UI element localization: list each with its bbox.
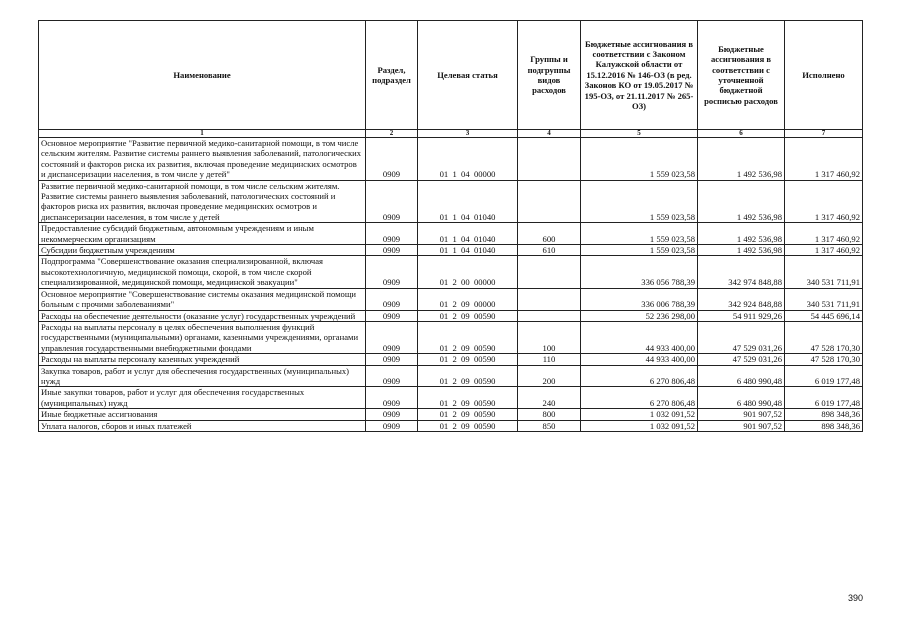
row-refined-amount: 47 529 031,26 [698, 354, 785, 365]
row-law-amount: 44 933 400,00 [581, 321, 698, 353]
row-executed-amount: 1 317 460,92 [785, 138, 863, 181]
budget-table [38, 20, 863, 432]
row-refined-amount: 1 492 536,98 [698, 180, 785, 223]
row-refined-amount: 1 492 536,98 [698, 245, 785, 256]
row-refined-amount: 54 911 929,26 [698, 310, 785, 321]
row-target: 01 2 00 00000 [418, 256, 518, 288]
row-executed-amount: 47 528 170,30 [785, 354, 863, 365]
row-refined-amount: 1 492 536,98 [698, 138, 785, 181]
row-name: Основное мероприятие "Совершенствование системы оказания медицинской помощи больным с прочими заболеваниями" [39, 288, 366, 310]
row-executed-amount: 1 317 460,92 [785, 245, 863, 256]
row-target: 01 2 09 00590 [418, 387, 518, 409]
row-name: Основное мероприятие "Развитие первичной медико-санитарной помощи, в том числе сельским жителям. Развитие системы раннего выявления заболеваний, патологических состояний и факторов риска их развития, включая проведение медицинских осмотров и диспансеризации населения, в том числе у детей" [39, 138, 366, 181]
row-law-amount: 1 032 091,52 [581, 420, 698, 431]
column-number: 4 [518, 130, 581, 138]
row-group: 240 [518, 387, 581, 409]
row-target: 01 2 09 00590 [418, 321, 518, 353]
row-refined-amount: 342 974 848,88 [698, 256, 785, 288]
row-executed-amount: 54 445 696,14 [785, 310, 863, 321]
row-section: 0909 [366, 288, 418, 310]
row-group [518, 256, 581, 288]
row-target: 01 2 09 00590 [418, 365, 518, 387]
row-law-amount: 1 559 023,58 [581, 223, 698, 245]
table-row [39, 365, 863, 387]
row-group [518, 138, 581, 181]
row-section: 0909 [366, 321, 418, 353]
row-group [518, 180, 581, 223]
column-number-row [39, 130, 863, 138]
row-refined-amount: 901 907,52 [698, 409, 785, 420]
row-group: 200 [518, 365, 581, 387]
row-law-amount: 336 056 788,39 [581, 256, 698, 288]
column-number: 2 [366, 130, 418, 138]
table-row [39, 409, 863, 420]
table-row [39, 245, 863, 256]
table-row [39, 223, 863, 245]
row-executed-amount: 340 531 711,91 [785, 256, 863, 288]
row-law-amount: 1 559 023,58 [581, 245, 698, 256]
row-section: 0909 [366, 138, 418, 181]
table-row [39, 310, 863, 321]
row-target: 01 1 04 01040 [418, 245, 518, 256]
row-law-amount: 1 559 023,58 [581, 138, 698, 181]
row-executed-amount: 898 348,36 [785, 409, 863, 420]
table-row [39, 321, 863, 353]
row-name: Предоставление субсидий бюджетным, автономным учреждениям и иным некоммерческим организациям [39, 223, 366, 245]
table-header-row [39, 21, 863, 130]
col-header-target: Целевая статья [418, 21, 518, 130]
row-refined-amount: 47 529 031,26 [698, 321, 785, 353]
row-executed-amount: 6 019 177,48 [785, 387, 863, 409]
page-number: 390 [847, 593, 863, 603]
table-row [39, 387, 863, 409]
row-executed-amount: 898 348,36 [785, 420, 863, 431]
row-target: 01 2 09 00000 [418, 288, 518, 310]
row-name: Подпрограмма "Совершенствование оказания специализированной, включая высокотехнологичную, медицинской помощи, скорой, в том числе скорой специализированной, медицинской помощи, медицинской эвакуации" [39, 256, 366, 288]
row-executed-amount: 6 019 177,48 [785, 365, 863, 387]
row-refined-amount: 1 492 536,98 [698, 223, 785, 245]
table-row [39, 138, 863, 181]
row-name: Субсидии бюджетным учреждениям [39, 245, 366, 256]
row-refined-amount: 6 480 990,48 [698, 365, 785, 387]
col-header-name: Наименование [39, 21, 366, 130]
row-name: Иные закупки товаров, работ и услуг для обеспечения государственных (муниципальных) нужд [39, 387, 366, 409]
row-section: 0909 [366, 365, 418, 387]
row-target: 01 1 04 01040 [418, 180, 518, 223]
row-name: Расходы на выплаты персоналу казенных учреждений [39, 354, 366, 365]
table-body [39, 138, 863, 432]
row-name: Развитие первичной медико-санитарной помощи, в том числе сельским жителям. Развитие системы раннего выявления заболеваний, патологических состояний и факторов риска их развития, включая проведение медицинских осмотров и диспансеризации населения, в том числе у детей [39, 180, 366, 223]
row-section: 0909 [366, 223, 418, 245]
col-header-law: Бюджетные ассигнования в соответствии с Законом Калужской области от 15.12.2016 № 146-ОЗ (в ред. Законов КО от 19.05.2017 № 195-ОЗ, от 21.11.2017 № 265-ОЗ) [581, 21, 698, 130]
row-law-amount: 44 933 400,00 [581, 354, 698, 365]
row-group [518, 310, 581, 321]
row-refined-amount: 901 907,52 [698, 420, 785, 431]
row-name: Расходы на обеспечение деятельности (оказание услуг) государственных учреждений [39, 310, 366, 321]
row-executed-amount: 47 528 170,30 [785, 321, 863, 353]
row-law-amount: 52 236 298,00 [581, 310, 698, 321]
column-number: 1 [39, 130, 366, 138]
row-executed-amount: 1 317 460,92 [785, 180, 863, 223]
row-section: 0909 [366, 409, 418, 420]
row-name: Уплата налогов, сборов и иных платежей [39, 420, 366, 431]
row-group: 110 [518, 354, 581, 365]
row-section: 0909 [366, 420, 418, 431]
row-executed-amount: 340 531 711,91 [785, 288, 863, 310]
col-header-refined: Бюджетные ассигнования в соответствии с уточненной бюджетной росписью расходов [698, 21, 785, 130]
row-target: 01 2 09 00590 [418, 409, 518, 420]
row-section: 0909 [366, 354, 418, 365]
col-header-group: Группы и подгруппы видов расходов [518, 21, 581, 130]
row-section: 0909 [366, 387, 418, 409]
row-refined-amount: 6 480 990,48 [698, 387, 785, 409]
row-group: 610 [518, 245, 581, 256]
row-law-amount: 336 006 788,39 [581, 288, 698, 310]
row-group: 850 [518, 420, 581, 431]
row-executed-amount: 1 317 460,92 [785, 223, 863, 245]
row-name: Закупка товаров, работ и услуг для обеспечения государственных (муниципальных) нужд [39, 365, 366, 387]
row-section: 0909 [366, 180, 418, 223]
column-number: 5 [581, 130, 698, 138]
column-number: 6 [698, 130, 785, 138]
row-section: 0909 [366, 256, 418, 288]
table-row [39, 288, 863, 310]
column-number: 7 [785, 130, 863, 138]
row-group: 100 [518, 321, 581, 353]
row-section: 0909 [366, 245, 418, 256]
row-group [518, 288, 581, 310]
row-law-amount: 1 559 023,58 [581, 180, 698, 223]
row-name: Расходы на выплаты персоналу в целях обеспечения выполнения функций государственными (муниципальными) органами, казенными учреждениями, органами управления государственными внебюджетными фондами [39, 321, 366, 353]
row-group: 600 [518, 223, 581, 245]
col-header-section: Раздел, подраздел [366, 21, 418, 130]
table-row [39, 256, 863, 288]
row-name: Иные бюджетные ассигнования [39, 409, 366, 420]
row-refined-amount: 342 924 848,88 [698, 288, 785, 310]
row-section: 0909 [366, 310, 418, 321]
row-law-amount: 6 270 806,48 [581, 365, 698, 387]
row-target: 01 1 04 00000 [418, 138, 518, 181]
table-row [39, 420, 863, 431]
row-target: 01 1 04 01040 [418, 223, 518, 245]
row-target: 01 2 09 00590 [418, 420, 518, 431]
table-row [39, 354, 863, 365]
row-law-amount: 1 032 091,52 [581, 409, 698, 420]
row-law-amount: 6 270 806,48 [581, 387, 698, 409]
table-row [39, 180, 863, 223]
row-group: 800 [518, 409, 581, 420]
row-target: 01 2 09 00590 [418, 310, 518, 321]
col-header-executed: Исполнено [785, 21, 863, 130]
column-number: 3 [418, 130, 518, 138]
row-target: 01 2 09 00590 [418, 354, 518, 365]
